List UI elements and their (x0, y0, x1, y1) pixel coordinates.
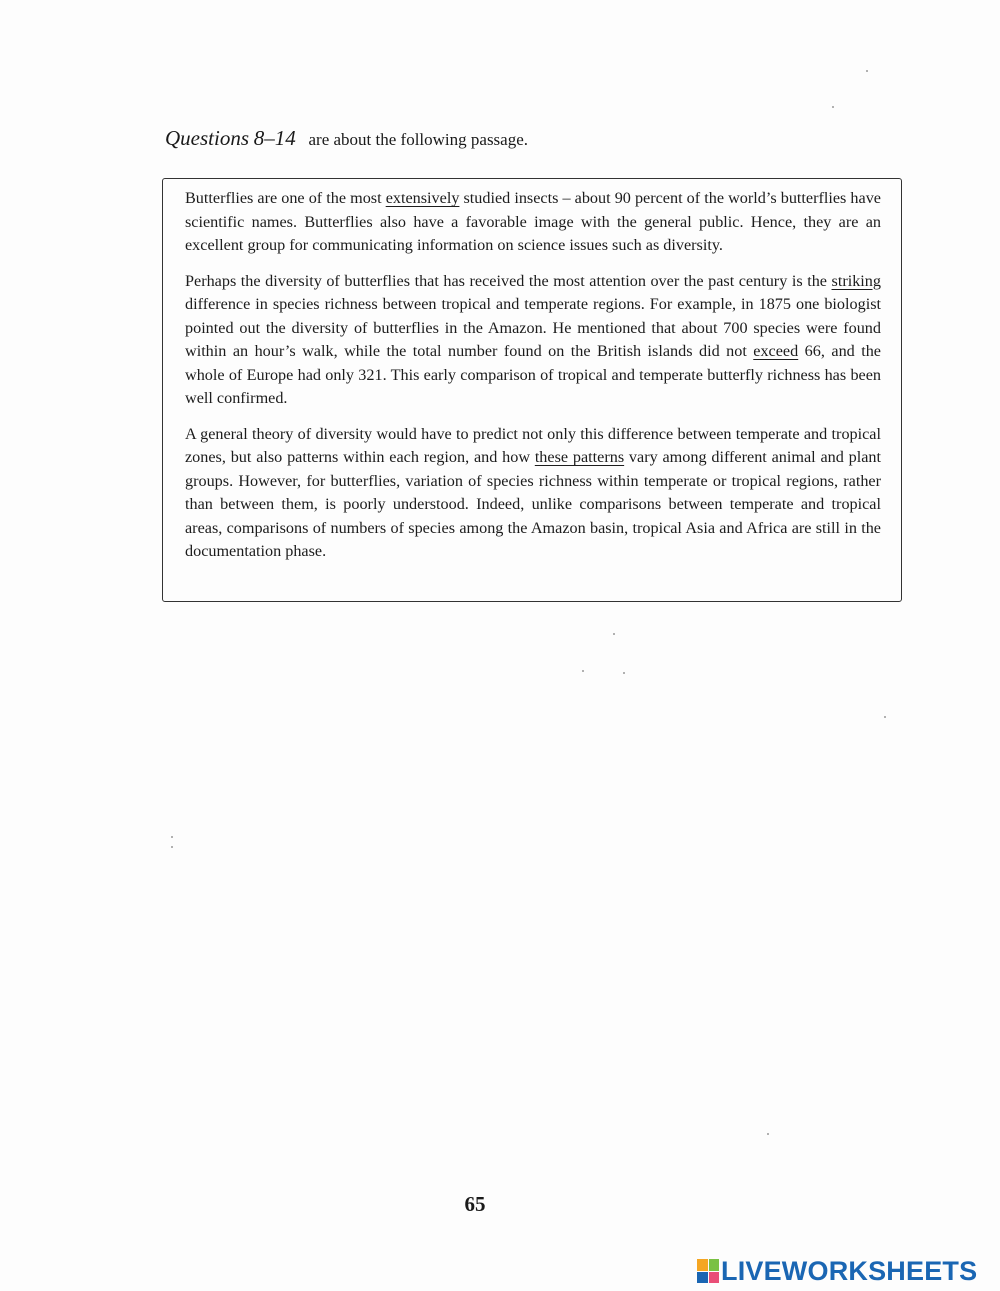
brand-name: LIVEWORKSHEETS (721, 1255, 978, 1286)
p1-text-a: Butterflies are one of the most (185, 189, 386, 207)
questions-heading (165, 126, 528, 151)
p1-text-b: studied insects – about 90 percent of the world’s butterflies have scientific names. Butterflies also have a favorable image with the general public. Hence, they are an excellent group for communicating information on science issues such as diversity. (185, 189, 881, 254)
underlined-word-striking: striking (831, 271, 881, 290)
p3-text-b: vary among different animal and plant groups. However, for butterflies, variation of species richness within temperate or tropical regions, rather than between them, is poorly understood. Indeed, unlike comparisons between temperate and tropical areas, comparisons of numbers of species among the Amazon basin, tropical Asia and Africa are still in the documentation phase. (185, 448, 881, 560)
p2-text-b: difference in species richness between tropical and temperate regions. For example, in 1875 one biologist pointed out the diversity of butterflies in the Amazon. He mentioned that about 700 species were found within an hour’s walk, while the total number found on the British islands did not (185, 295, 881, 360)
passage-paragraph-1 (185, 187, 881, 258)
questions-label: Questions (165, 126, 249, 150)
scan-speck (866, 70, 868, 72)
scan-speck (832, 106, 834, 108)
scan-speck (623, 672, 625, 674)
logo-square-3 (697, 1272, 708, 1284)
scan-speck (171, 836, 173, 838)
logo-square-2 (709, 1259, 720, 1271)
scan-speck (767, 1133, 769, 1135)
logo-square-1 (697, 1259, 708, 1271)
p2-text-a: Perhaps the diversity of butterflies that has received the most attention over the past century is the (185, 271, 832, 290)
passage-paragraph-3 (185, 423, 881, 564)
p3-text-a: A general theory of diversity would have to predict not only this difference between temperate and tropical zones, but also patterns within each region, and how (185, 424, 881, 466)
underlined-word-exceed: exceed (753, 342, 799, 360)
underlined-word-extensively: extensively (385, 189, 460, 207)
page-number: 65 (464, 1192, 486, 1216)
scan-speck (884, 716, 886, 718)
logo-square-4 (709, 1272, 720, 1284)
questions-instruction: are about the following passage. (308, 130, 529, 149)
passage-paragraph-2 (185, 270, 881, 411)
passage-box (162, 178, 902, 602)
scan-speck (171, 846, 173, 848)
liveworksheets-logo-icon (697, 1259, 719, 1283)
scan-speck (582, 670, 584, 672)
p2-text-c: 66, and the whole of Europe had only 321. This early comparison of tropical and temperate butterfly richness has been well confirmed. (185, 342, 881, 407)
scan-speck (613, 633, 615, 635)
questions-range: 8–14 (253, 126, 296, 150)
liveworksheets-brand[interactable] (697, 1255, 978, 1286)
underlined-phrase-these-patterns: these patterns (534, 448, 625, 466)
